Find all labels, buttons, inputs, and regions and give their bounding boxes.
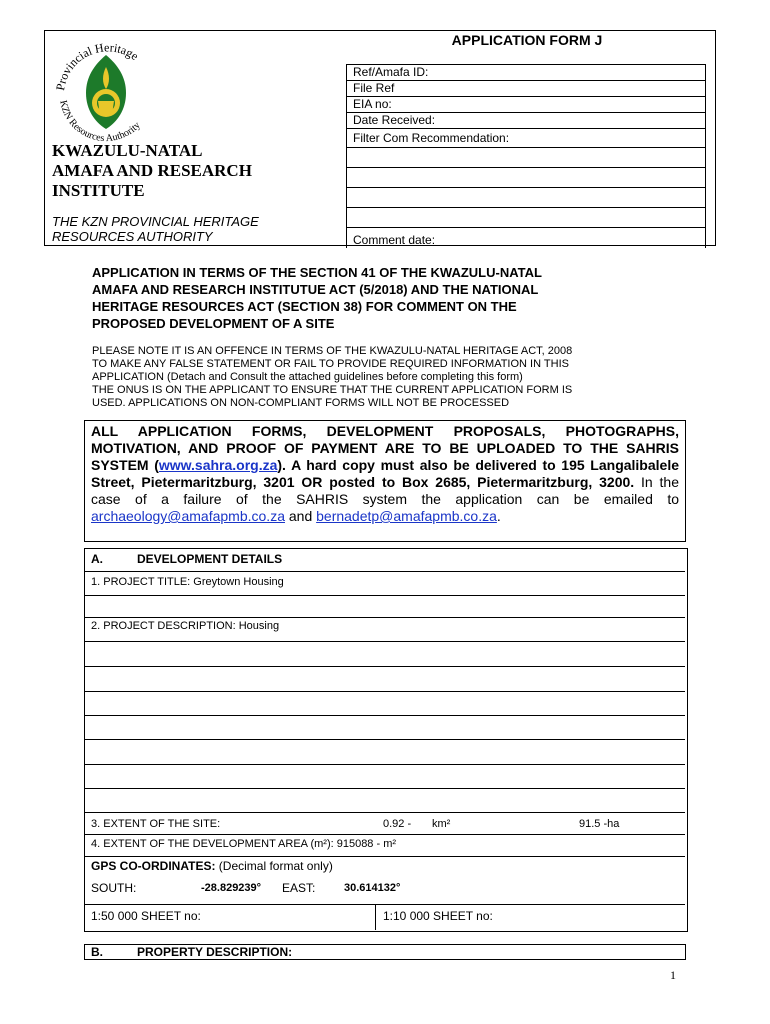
archaeology-email-link[interactable]: archaeology@amafapmb.co.za <box>91 508 285 524</box>
south-label: SOUTH: <box>91 881 137 895</box>
gps-label: GPS CO-ORDINATES: <box>91 859 216 873</box>
date-received-field[interactable]: Date Received: <box>347 113 706 129</box>
column-divider <box>375 905 376 930</box>
form-title: APPLICATION FORM J <box>451 32 603 48</box>
sheet-10k-field[interactable]: 1:10 000 SHEET no: <box>383 909 493 923</box>
blank-row[interactable] <box>85 715 685 740</box>
upload-text-part: and <box>284 508 317 524</box>
org-name-line: KWAZULU-NATAL <box>52 141 203 160</box>
organization-name <box>52 141 332 201</box>
blank-row[interactable] <box>85 666 685 692</box>
blank-row[interactable] <box>85 788 685 813</box>
heading-line: PROPOSED DEVELOPMENT OF A SITE <box>92 316 335 331</box>
section-a-title: DEVELOPMENT DETAILS <box>137 552 283 566</box>
ref-amafa-id-field[interactable]: Ref/Amafa ID: <box>347 65 706 81</box>
note-line: APPLICATION (Detach and Consult the attached guidelines before completing this form) <box>92 371 523 383</box>
east-label: EAST: <box>282 881 316 895</box>
extent-dev-row[interactable] <box>85 834 685 857</box>
eia-no-field[interactable]: EIA no: <box>347 97 706 113</box>
section-b-letter: B. <box>91 945 103 959</box>
file-ref-field[interactable]: File Ref <box>347 81 706 97</box>
blank-row[interactable] <box>85 641 685 667</box>
blank-row[interactable] <box>85 595 685 618</box>
note-line: USED. APPLICATIONS ON NON-COMPLIANT FORMS WILL NOT BE PROCESSED <box>92 397 510 409</box>
blank-row[interactable] <box>347 148 706 168</box>
km-unit: km² <box>432 818 451 830</box>
legal-note <box>92 345 688 410</box>
organization-subtitle <box>52 214 342 244</box>
extent-development-field[interactable]: 4. EXTENT OF THE DEVELOPMENT AREA (m²): 915088 - m² <box>91 838 397 850</box>
section-a-header <box>85 549 685 571</box>
upload-text-part: ALL APPLICATION FORMS, DEVELOPMENT PROPOSALS, PHOTOGRAPHS, MOTIVATION, AND PROOF OF PAYMENT ARE TO BE UPLOADED TO THE SAHRIS SYSTEM ( <box>91 423 679 473</box>
org-name-line: INSTITUTE <box>52 181 145 200</box>
blank-row[interactable] <box>347 208 706 228</box>
note-line: THE ONUS IS ON THE APPLICANT TO ENSURE THAT THE CURRENT APPLICATION FORM IS <box>92 384 573 396</box>
extent-site-row[interactable] <box>85 812 685 835</box>
section-a-table <box>84 548 688 932</box>
note-line: TO MAKE ANY FALSE STATEMENT OR FAIL TO PROVIDE REQUIRED INFORMATION IN THIS <box>92 358 569 370</box>
org-name-line: AMAFA AND RESEARCH <box>52 161 252 180</box>
page-number: 1 <box>670 968 676 982</box>
blank-row[interactable] <box>347 168 706 188</box>
section-b-header <box>84 944 686 960</box>
gps-row[interactable] <box>85 856 685 905</box>
blank-row[interactable] <box>85 764 685 789</box>
amafa-logo <box>46 31 166 143</box>
note-line: PLEASE NOTE IT IS AN OFFENCE IN TERMS OF THE KWAZULU-NATAL HERITAGE ACT, 2008 <box>92 345 573 357</box>
east-value[interactable]: 30.614132° <box>344 882 401 894</box>
heading-line: AMAFA AND RESEARCH INSTITUTUE ACT (5/2018) AND THE NATIONAL <box>92 282 539 297</box>
office-use-table <box>346 64 706 248</box>
extent-site-km[interactable]: 0.92 - <box>383 818 412 830</box>
upload-text-part: . <box>496 508 501 524</box>
sheet-row <box>85 904 685 930</box>
extent-site-ha[interactable]: 91.5 -ha <box>579 818 620 830</box>
south-value[interactable]: -28.829239° <box>201 882 262 894</box>
org-sub-line: RESOURCES AUTHORITY <box>52 229 213 244</box>
project-title-row[interactable] <box>85 571 685 596</box>
filter-com-field[interactable]: Filter Com Recommendation: <box>347 129 706 148</box>
section-a-letter: A. <box>91 552 103 566</box>
upload-text-part: In the case of a failure of the SAHRIS system the application can be emailed to <box>91 474 679 507</box>
sahra-link[interactable]: www.sahra.org.za <box>158 457 278 473</box>
svg-text:KZN Resources Authority: KZN Resources Authority <box>57 99 143 143</box>
project-description-field[interactable]: 2. PROJECT DESCRIPTION: Housing <box>91 620 280 632</box>
heading-line: HERITAGE RESOURCES ACT (SECTION 38) FOR COMMENT ON THE <box>92 299 517 314</box>
sheet-50k-field[interactable]: 1:50 000 SHEET no: <box>91 909 201 923</box>
project-description-row[interactable] <box>85 617 685 642</box>
blank-row[interactable] <box>85 739 685 765</box>
project-title-field[interactable]: 1. PROJECT TITLE: Greytown Housing <box>91 576 284 588</box>
bernadetp-email-link[interactable]: bernadetp@amafapmb.co.za <box>316 508 497 524</box>
application-heading <box>92 264 692 332</box>
upload-instructions <box>91 423 679 525</box>
section-b-title: PROPERTY DESCRIPTION: <box>137 945 293 959</box>
blank-row[interactable] <box>85 691 685 716</box>
gps-note: (Decimal format only) <box>215 859 333 873</box>
extent-site-label: 3. EXTENT OF THE SITE: <box>91 818 221 830</box>
upload-text-part: ). A hard copy must also be delivered to 195 Langalibalele Street, Pietermaritzburg, 3201 OR posted to Box 2685, Pietermaritzburg, 3200. <box>91 457 679 490</box>
heading-line: APPLICATION IN TERMS OF THE SECTION 41 OF THE KWAZULU-NATAL <box>92 265 542 280</box>
svg-text:Provincial Heritage: Provincial Heritage <box>53 40 142 92</box>
blank-row[interactable] <box>347 188 706 208</box>
org-sub-line: THE KZN PROVINCIAL HERITAGE <box>52 214 259 229</box>
comment-date-field[interactable]: Comment date: <box>347 228 706 249</box>
